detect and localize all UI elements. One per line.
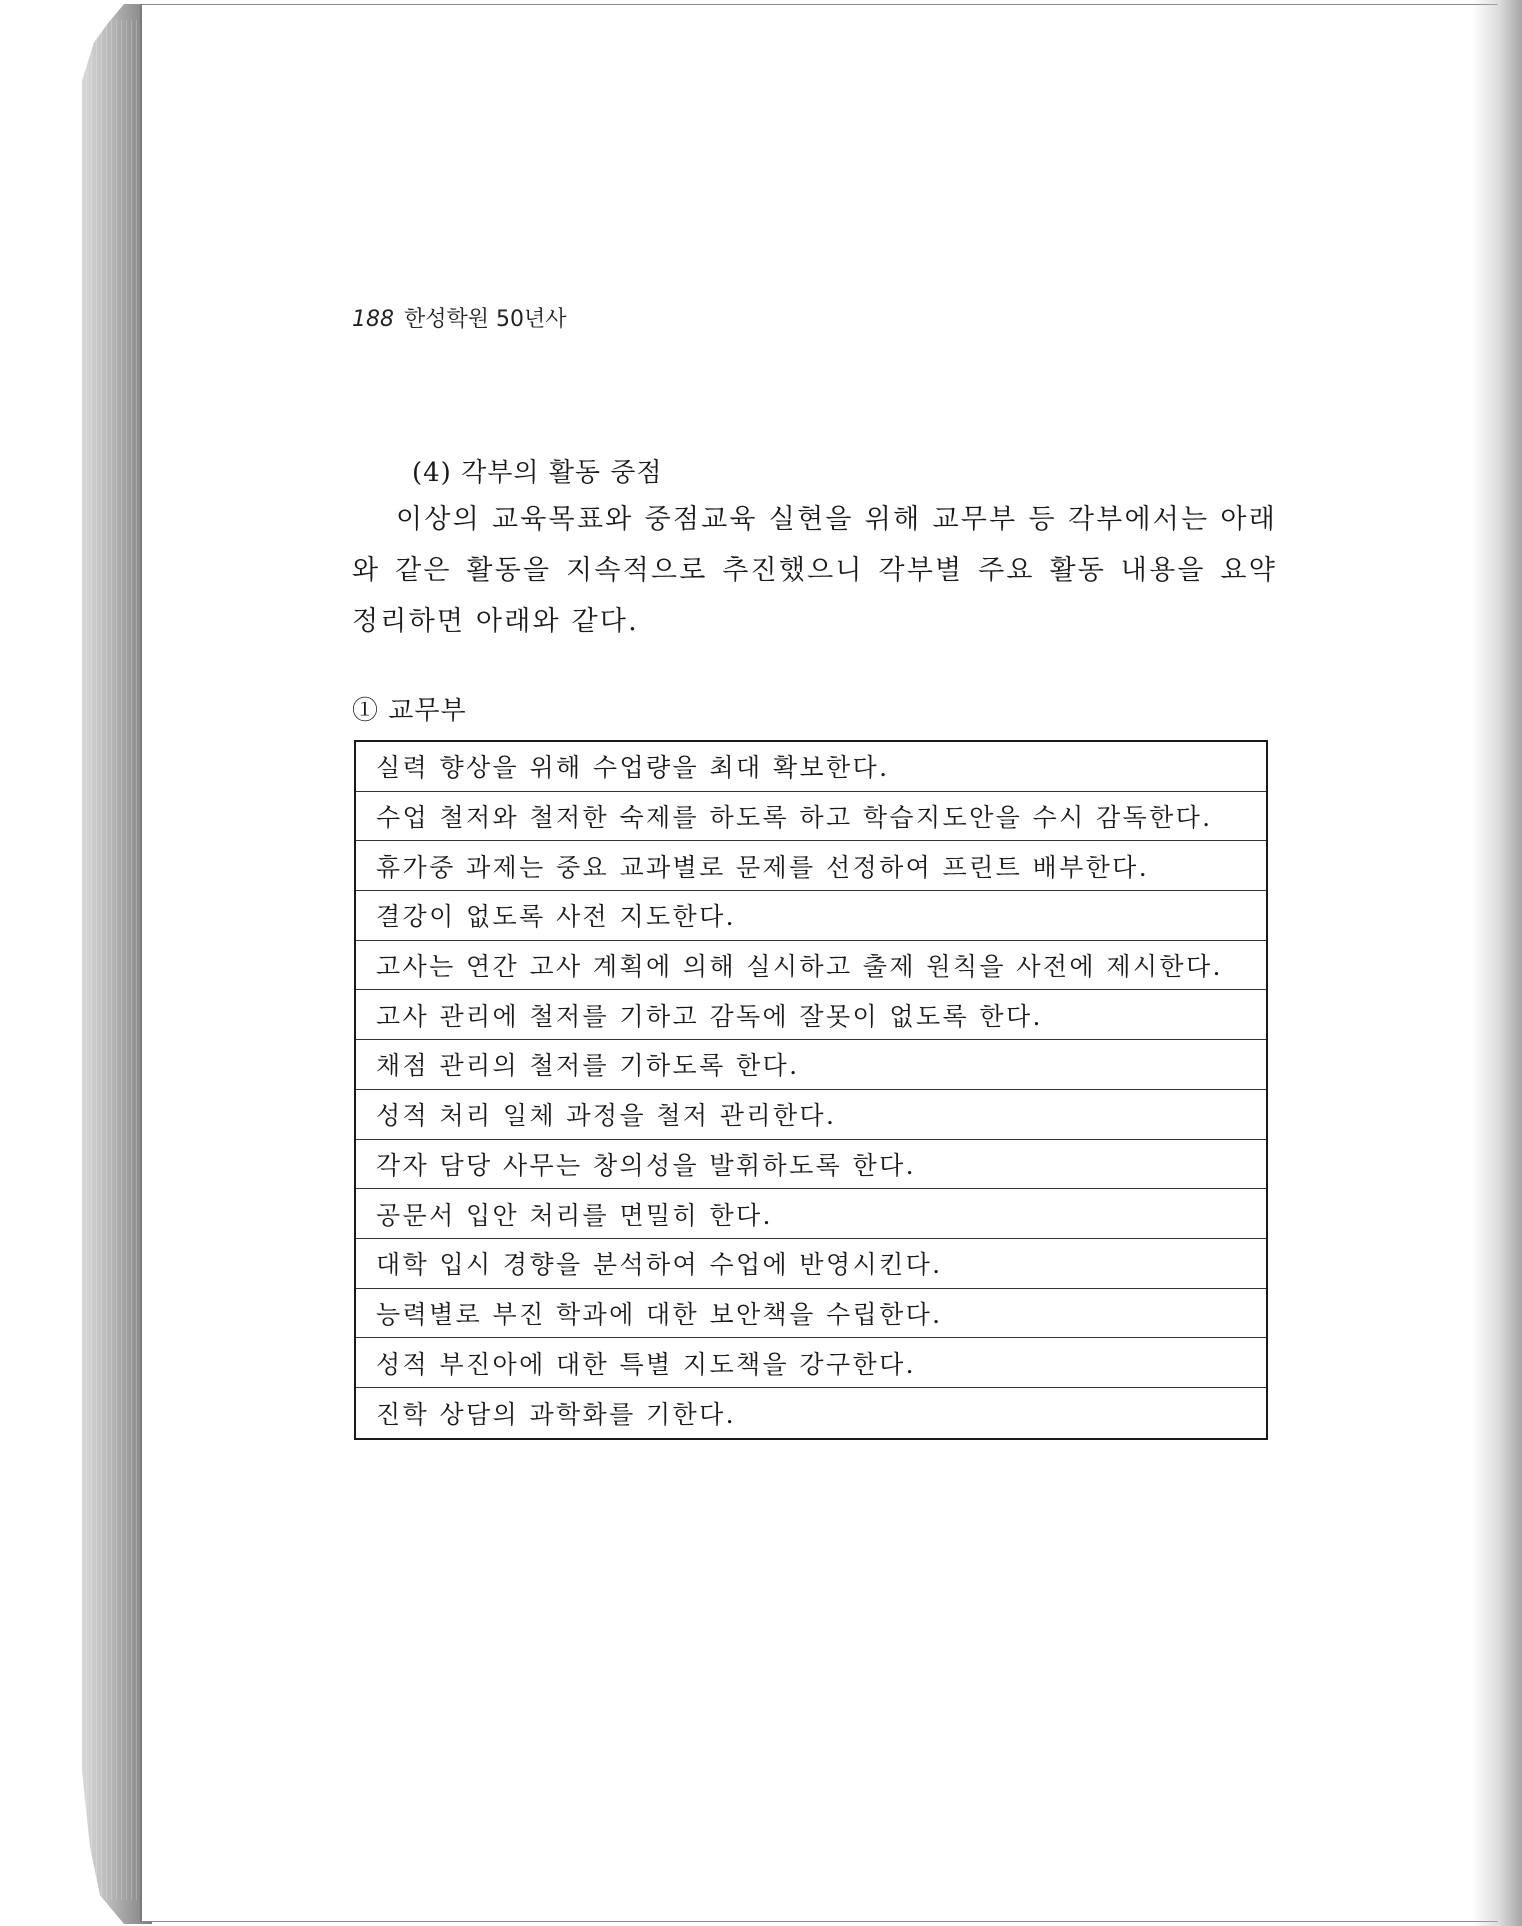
table-row: 성적 처리 일체 과정을 철저 관리한다. <box>356 1090 1266 1140</box>
table-row: 능력별로 부진 학과에 대한 보안책을 수립한다. <box>356 1289 1266 1339</box>
table-row: 결강이 없도록 사전 지도한다. <box>356 891 1266 941</box>
book-page-edges <box>86 20 146 1900</box>
table-row: 실력 향상을 위해 수업량을 최대 확보한다. <box>356 742 1266 792</box>
running-head <box>352 302 567 333</box>
page-shadow <box>1472 0 1522 1926</box>
table-row: 성적 부진아에 대한 특별 지도책을 강구한다. <box>356 1338 1266 1388</box>
task-table <box>354 740 1268 1440</box>
table-row: 고사는 연간 고사 계획에 의해 실시하고 출제 원칙을 사전에 제시한다. <box>356 941 1266 991</box>
table-row: 대학 입시 경향을 분석하여 수업에 반영시킨다. <box>356 1239 1266 1289</box>
subsection-heading: ① 교무부 <box>352 696 467 726</box>
book-title: 한성학원 50년사 <box>404 307 567 332</box>
table-row: 공문서 입안 처리를 면밀히 한다. <box>356 1189 1266 1239</box>
table-row: 각자 담당 사무는 창의성을 발휘하도록 한다. <box>356 1140 1266 1190</box>
table-row: 진학 상담의 과학화를 기한다. <box>376 1399 736 1429</box>
page-number: 188 <box>352 307 394 332</box>
table-row: 휴가중 과제는 중요 교과별로 문제를 선정하여 프린트 배부한다. <box>356 841 1266 891</box>
intro-paragraph: 이상의 교육목표와 중점교육 실현을 위해 교무부 등 각부에서는 아래와 같은 활동을 지속적으로 추진했으니 각부별 주요 활동 내용을 요약 정리하면 아래와 같다. <box>352 504 1277 637</box>
section-heading: (4) 각부의 활동 중점 <box>412 458 663 488</box>
table-row: 고사 관리에 철저를 기하고 감독에 잘못이 없도록 한다. <box>356 990 1266 1040</box>
table-row: 수업 철저와 철저한 숙제를 하도록 하고 학습지도안을 수시 감독한다. <box>356 792 1266 842</box>
table-row: 채점 관리의 철저를 기하도록 한다. <box>356 1040 1266 1090</box>
